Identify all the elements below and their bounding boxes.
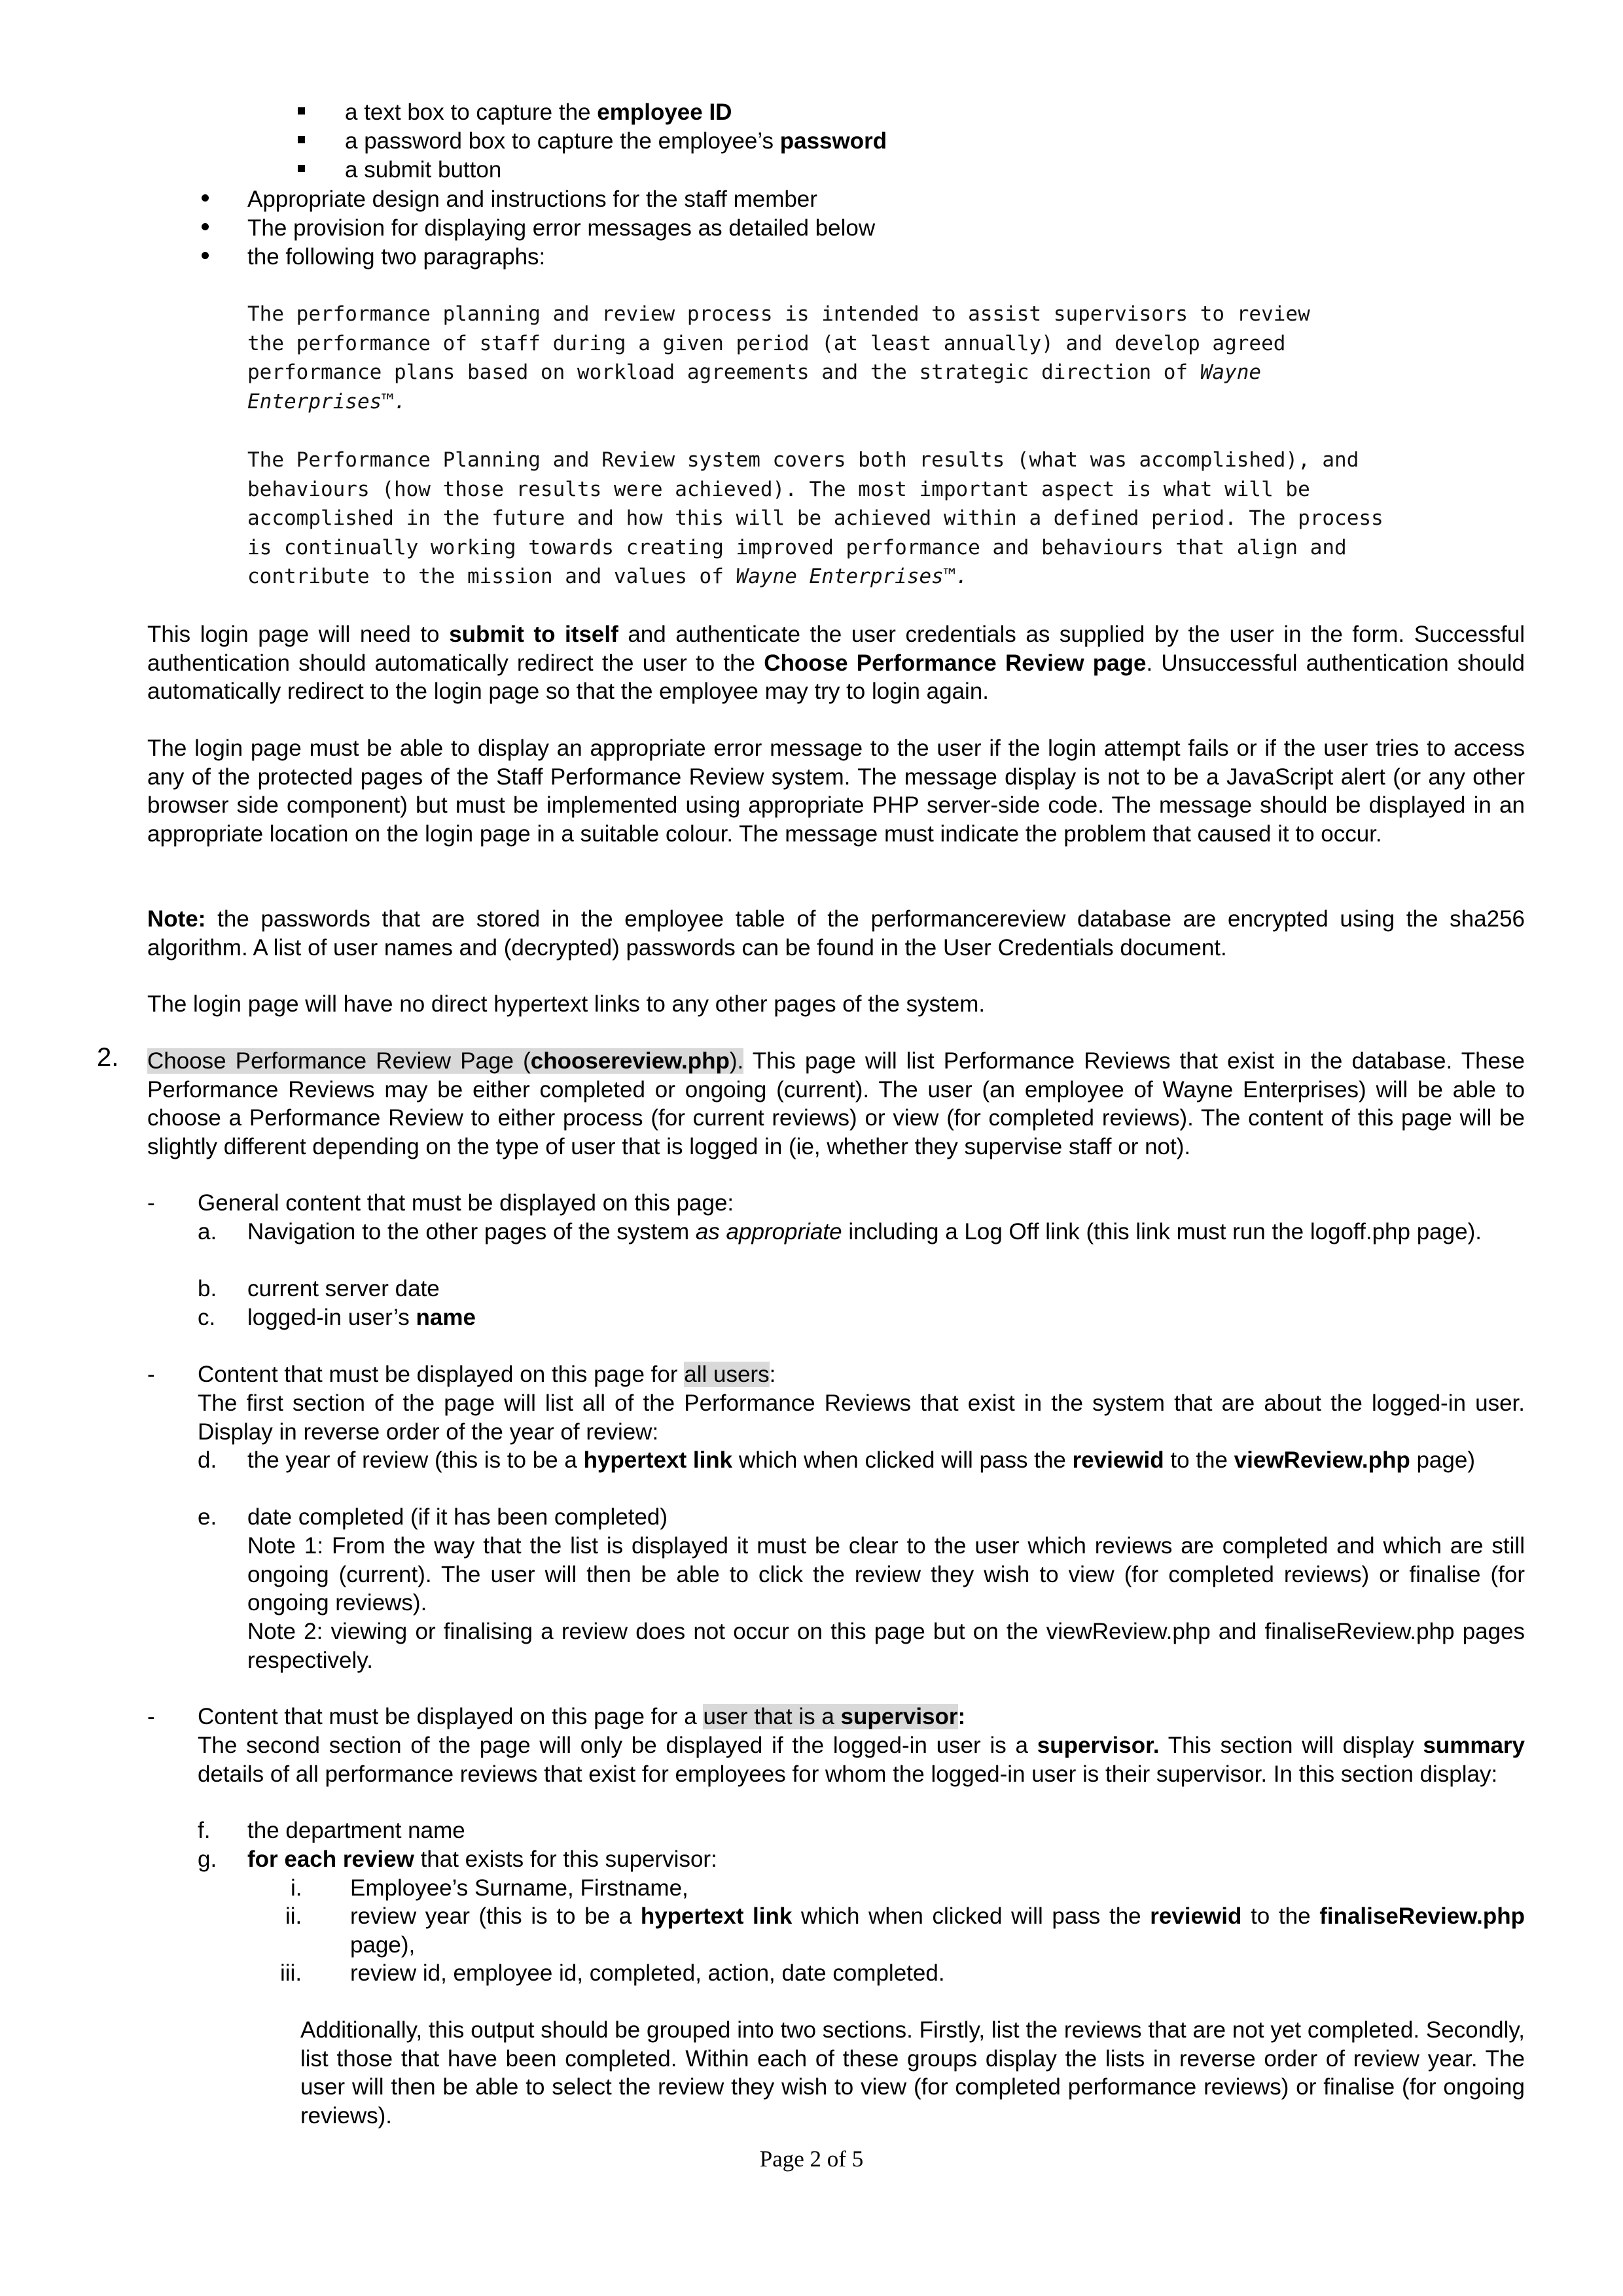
bullet-design: Appropriate design and instructions for the staff member — [247, 186, 817, 212]
round-bullet-icon — [202, 223, 209, 230]
sub-bullet-password: a password box to capture the employee’s password — [345, 128, 887, 154]
item-a-navigation: Navigation to the other pages of the system as appropriate including a Log Off link (this link must run the logoff.php page). — [247, 1219, 1482, 1245]
all-users-intro: The first section of the page will list all of the Performance Reviews that exist in the system that are about the logged-in user. Display in reverse order of the year of review: — [198, 1390, 1525, 1445]
item-i-employee-name: Employee’s Surname, Firstname, — [350, 1875, 688, 1901]
section-2-paragraph: Choose Performance Review Page (choosereview.php). This page will list Performance Reviews that exist in the database. These Performance Reviews may be either completed or ongoing (current). The user (an employee of Wayne Enterprises) will be able to choose a Performance Review to either process (for current reviews) or view (for completed reviews). The content of this page will be slightly different depending on the type of user that is logged in (ie, whether they supervise staff or not). — [147, 1048, 1525, 1159]
dash-marker: - — [147, 1704, 155, 1729]
list-letter-d: d. — [198, 1447, 217, 1473]
supervisor-intro: The second section of the page will only be displayed if the logged-in user is a supervisor. This section will display summary details of all performance reviews that exist for employees for whom the logged-in user is their supervisor. In this section display: — [198, 1733, 1525, 1787]
list-letter-a: a. — [198, 1219, 217, 1245]
supervisor-heading: Content that must be displayed on this page for a user that is a supervisor: — [198, 1704, 966, 1729]
page-footer: Page 2 of 5 — [759, 2146, 864, 2172]
item-ii-review-year: review year (this is to be a hypertext link which when clicked will pass the reviewid to the finaliseReview.php page), — [350, 1903, 1525, 1958]
login-paragraph: This login page will need to submit to itself and authenticate the user credentials as supplied by the user in the form. Successful authentication should automatically redirect the user to the Choose Performance Review page. Unsuccessful authentication should automatically redirect to the login page so that the employee may try to login again. — [147, 622, 1525, 704]
roman-iii: iii. — [280, 1960, 302, 1986]
section-number: 2. — [97, 1043, 119, 1072]
item-e-date-completed: date completed (if it has been completed) — [247, 1504, 668, 1530]
mono-paragraph-2: The Performance Planning and Review system covers both results (what was accomplished), and behaviours (how those results were achieved). The most important aspect is what will be accomplished in the future and how this will be achieved within a defined period. The process is continually working towards creating improved performance and behaviours that align and contribute to the mission and values of Wayne Enterprises™. — [247, 448, 1383, 588]
list-letter-f: f. — [198, 1818, 211, 1843]
roman-i: i. — [291, 1875, 302, 1901]
item-b-server-date: current server date — [247, 1276, 440, 1301]
all-users-heading: Content that must be displayed on this page for all users: — [198, 1362, 776, 1387]
sub-bullet-employee-id: a text box to capture the employee ID — [345, 99, 732, 125]
list-letter-e: e. — [198, 1504, 217, 1530]
roman-ii: ii. — [285, 1903, 302, 1929]
list-letter-c: c. — [198, 1305, 216, 1330]
note-1: Note 1: From the way that the list is displayed it must be clear to the user which reviews are completed and which are still ongoing (current). The user will then be able to click the review they wish to view (for completed reviews) or finalise (for ongoing reviews). — [247, 1533, 1525, 1616]
dash-marker: - — [147, 1190, 155, 1216]
item-d-year-of-review: the year of review (this is to be a hypertext link which when clicked will pass the reviewid to the viewReview.php page) — [247, 1447, 1475, 1473]
square-bullet-icon — [298, 165, 305, 172]
item-c-user-name: logged-in user’s name — [247, 1305, 476, 1330]
square-bullet-icon — [298, 136, 305, 143]
list-letter-g: g. — [198, 1846, 217, 1872]
round-bullet-icon — [202, 194, 209, 202]
no-links-paragraph: The login page will have no direct hypertext links to any other pages of the system. — [147, 991, 986, 1017]
general-content-heading: General content that must be displayed on this page: — [198, 1190, 734, 1216]
bullet-paragraphs: the following two paragraphs: — [247, 244, 546, 270]
section-2-highlight: Choose Performance Review Page (choosereview.php). — [147, 1048, 744, 1074]
additional-paragraph: Additionally, this output should be grouped into two sections. Firstly, list the reviews that are not yet completed. Secondly, list those that have been completed. Within each of these groups display the lists in reverse order of review year. The user will then be able to select the review they wish to view (for completed performance reviews) or finalise (for ongoing reviews). — [300, 2017, 1525, 2128]
list-letter-b: b. — [198, 1276, 217, 1301]
mono-paragraph-1: The performance planning and review process is intended to assist supervisors to review the performance of staff during a given period (at least annually) and develop agreed performance plans based on workload agreements and the strategic direction of Wayne Enterprises™. — [247, 302, 1310, 414]
dash-marker: - — [147, 1362, 155, 1387]
error-message-paragraph: The login page must be able to display an appropriate error message to the user if the login attempt fails or if the user tries to access any of the protected pages of the Staff Performance Review system. The message display is not to be a JavaScript alert (or any other browser side component) but must be implemented using appropriate PHP server-side code. The message should be displayed in an appropriate location on the login page in a suitable colour. The message must indicate the problem that caused it to occur. — [147, 735, 1525, 847]
note-2: Note 2: viewing or finalising a review does not occur on this page but on the viewReview.php and finaliseReview.php pages respectively. — [247, 1619, 1525, 1673]
item-iii-review-fields: review id, employee id, completed, action, date completed. — [350, 1960, 945, 1986]
round-bullet-icon — [202, 252, 209, 259]
note-paragraph: Note: the passwords that are stored in the employee table of the performancereview database are encrypted using the sha256 algorithm. A list of user names and (decrypted) passwords can be found in the User Credentials document. — [147, 906, 1525, 961]
item-g-each-review: for each review that exists for this supervisor: — [247, 1846, 717, 1872]
item-f-department: the department name — [247, 1818, 465, 1843]
supervisor-highlight: user that is a supervisor — [703, 1704, 958, 1729]
square-bullet-icon — [298, 107, 305, 115]
sub-bullet-submit: a submit button — [345, 157, 502, 183]
bullet-error-messages: The provision for displaying error messages as detailed below — [247, 215, 876, 241]
